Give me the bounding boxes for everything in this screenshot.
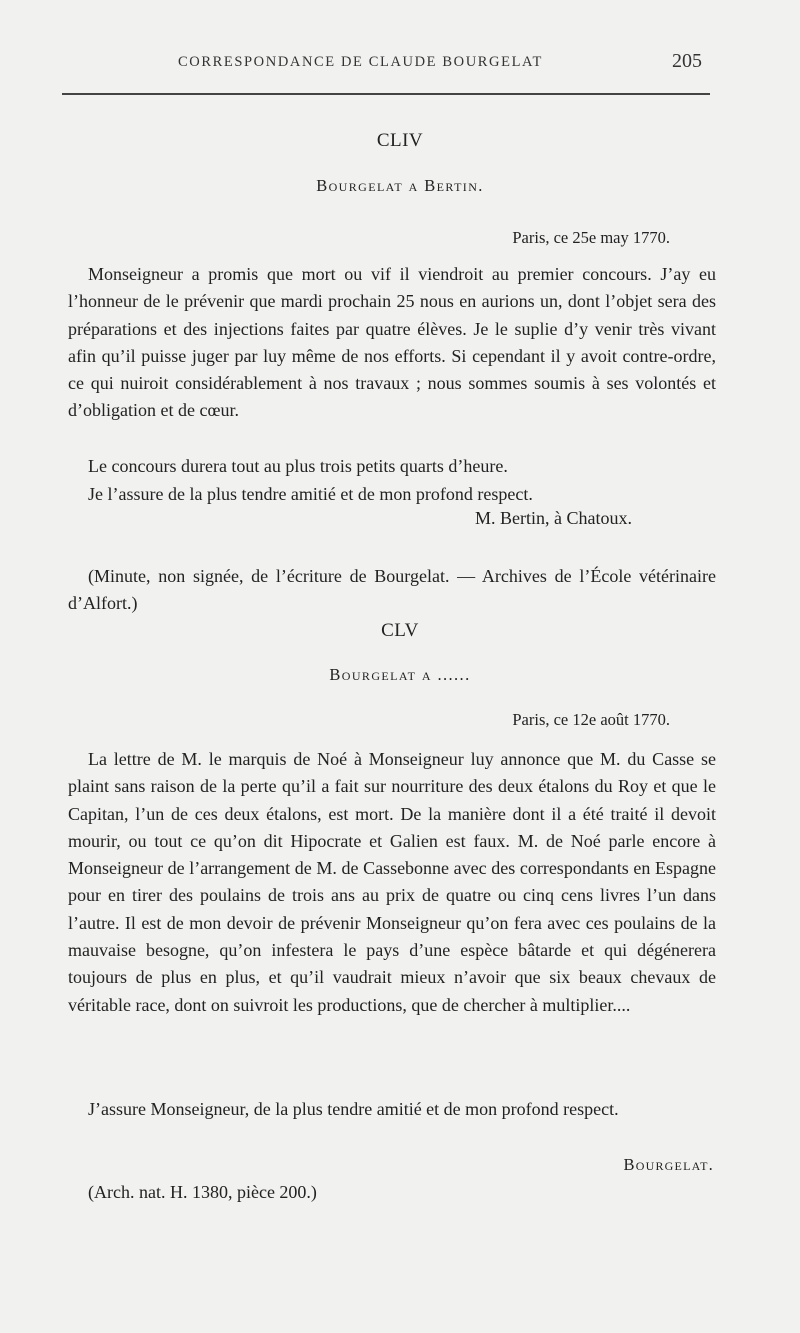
header-rule xyxy=(62,93,710,95)
page-number: 205 xyxy=(672,50,702,72)
source-note: (Arch. nat. H. 1380, pièce 200.) xyxy=(88,1182,317,1202)
letter-heading: Bourgelat a ...... xyxy=(329,665,471,684)
letter-paragraph: La lettre de M. le marquis de Noé à Monseigneur luy annonce que M. du Casse se plaint sans raison de la perte qu’il a fait sur nourriture des deux étalons du Roy et que le Capitan, l’un de ces deux étalons, est mort. De la manière dont il a été traité il devoit mourir, ou tout ce qu’on dit Hipocrate et Galien est faux. M. de Noé parle encore à Monseigneur de l’arrangement de M. de Cassebonne avec des correspondants en Espagne pour en tirer des poulains de trois ans au prix de quatre ou cinq cens livres l’un dans l’autre. Il est de mon devoir de prévenir Monseigneur qu’on fera avec ces poulains de la mauvaise besogne, qu’on infestera le pays d’une espèce bâtarde et qui dégénerera toujours de plus en plus, et qu’il vaudrait mieux n’avoir que six beaux chevaux de véritable race, dont on suivroit les productions, que de chercher à multiplier.... xyxy=(68,749,716,1015)
letter-signature: Bourgelat. xyxy=(623,1155,714,1174)
letter-closing: Je l’assure de la plus tendre amitié et de mon profond respect. xyxy=(88,484,533,504)
letter-heading: Bourgelat a Bertin. xyxy=(316,176,484,195)
letter-number: CLIV xyxy=(376,130,424,151)
letter-number: CLV xyxy=(381,620,419,641)
letter-paragraph: Le concours durera tout au plus trois petits quarts d’heure. xyxy=(88,456,508,476)
letter-closing: J’assure Monseigneur, de la plus tendre amitié et de mon profond respect. xyxy=(88,1099,619,1119)
letter-paragraph: Monseigneur a promis que mort ou vif il viendroit au premier concours. J’ay eu l’honneur de le prévenir que mardi prochain 25 nous en aurions un, dont l’objet sera des préparations et des injections faites par quatre élèves. Je le suplie d’y venir très vivant afin qu’il puisse juger par luy même de nos efforts. Si cependant il y avoit contre-ordre, ce qui nuiroit considérablement à nos travaux ; nous sommes soumis à ses volontés et d’obligation et de cœur. xyxy=(68,264,716,421)
source-note: (Minute, non signée, de l’écriture de Bourgelat. — Archives de l’École vétérinaire d’Alfort.) xyxy=(68,566,716,614)
letter-addressee: M. Bertin, à Chatoux. xyxy=(475,508,632,528)
running-title: CORRESPONDANCE DE CLAUDE BOURGELAT xyxy=(178,54,543,70)
letter-date: Paris, ce 25e may 1770. xyxy=(512,228,670,247)
letter-date: Paris, ce 12e août 1770. xyxy=(512,710,670,729)
